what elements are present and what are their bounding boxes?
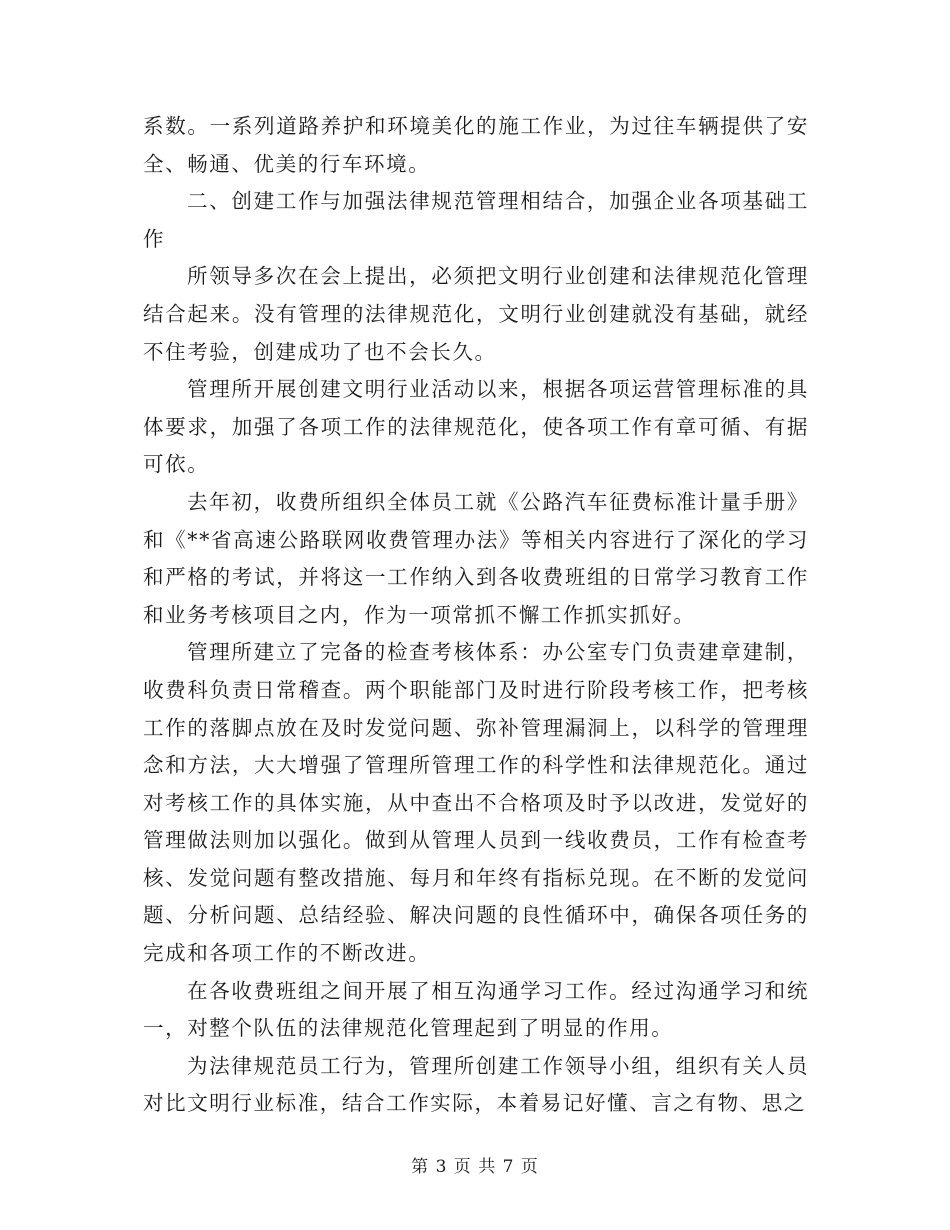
paragraph-5: 去年初，收费所组织全体员工就《公路汽车征费标准计量手册》和《**省高速公路联网收费管理办法》等相关内容进行了深化的学习和严格的考试，并将这一工作纳入到各收费班组的日常学习教育工作和业务考核项目之内，作为一项常抓不懈工作抓实抓好。 bbox=[143, 489, 809, 627]
paragraph-7: 在各收费班组之间开展了相互沟通学习工作。经过沟通学习和统一，对整个队伍的法律规范化管理起到了明显的作用。 bbox=[143, 978, 809, 1041]
section-heading-2: 二、创建工作与加强法律规范管理相结合，加强企业各项基础工作 bbox=[143, 189, 809, 251]
paragraph-6: 管理所建立了完备的检查考核体系：办公室专门负责建章建制，收费科负责日常稽查。两个职能部门及时进行阶段考核工作，把考核工作的落脚点放在及时发觉问题、弥补管理漏洞上，以科学的管理理念和方法，大大增强了管理所管理工作的科学性和法律规范化。通过对考核工作的具体实施，从中查出不合格项及时予以改进，发觉好的管理做法则加以强化。做到从管理人员到一线收费员，工作有检查考核、发觉问题有整改措施、每月和年终有指标兑现。在不断的发觉问题、分析问题、总结经验、解决问题的良性循环中，确保各项任务的完成和各项工作的不断改进。 bbox=[143, 640, 809, 966]
document-body bbox=[143, 108, 809, 1123]
page-number-footer: 第 3 页 共 7 页 bbox=[411, 1157, 539, 1177]
paragraph-4: 管理所开展创建文明行业活动以来，根据各项运营管理标准的具体要求，加强了各项工作的法律规范化，使各项工作有章可循、有据可依。 bbox=[143, 377, 809, 477]
paragraph-8: 为法律规范员工行为，管理所创建工作领导小组，组织有关人员对比文明行业标准，结合工作实际，本着易记好懂、言之有物、思之 bbox=[143, 1053, 809, 1116]
paragraph-1: 系数。一系列道路养护和环境美化的施工作业，为过往车辆提供了安全、畅通、优美的行车环境。 bbox=[143, 114, 809, 176]
paragraph-3: 所领导多次在会上提出，必须把文明行业创建和法律规范化管理结合起来。没有管理的法律规范化，文明行业创建就没有基础，就经不住考验，创建成功了也不会长久。 bbox=[143, 264, 809, 364]
